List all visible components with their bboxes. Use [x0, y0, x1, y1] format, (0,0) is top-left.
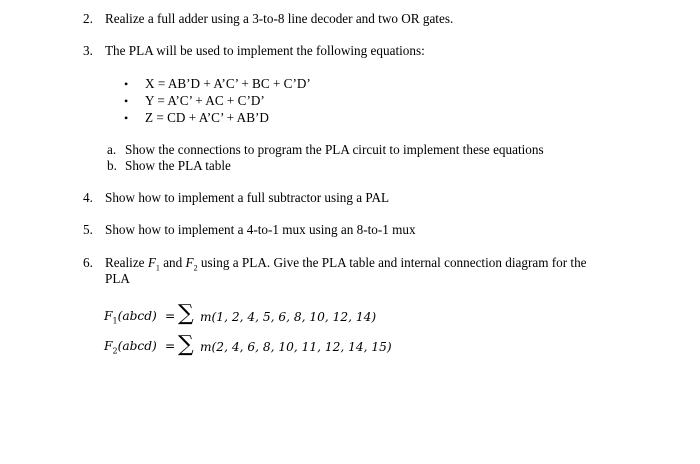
- function-f1: $F_1(abcd)$: [104, 309, 157, 326]
- subitem-text: Show the PLA table: [125, 158, 231, 173]
- bullet-icon: •: [124, 111, 129, 125]
- function-name: F: [104, 309, 113, 323]
- item-text: Realize a full adder using a 3-to-8 line decoder and two OR gates.: [105, 11, 454, 26]
- equals-sign: =: [165, 339, 176, 353]
- sigma-icon: ∑: [178, 301, 194, 326]
- item-text: Show how to implement a 4-to-1 mux using an 8-to-1 mux: [105, 222, 416, 237]
- minterm-list: m(1, 2, 4, 5, 6, 8, 10, 12, 14): [200, 310, 377, 324]
- subitem-text: Show the connections to program the PLA circuit to implement these equations: [125, 142, 544, 157]
- item-text: The PLA will be used to implement the following equations:: [105, 43, 425, 58]
- function-f2: $F_2(abcd)$: [104, 339, 157, 356]
- item-text: Show how to implement a full subtractor using a PAL: [105, 190, 390, 205]
- minterm-list: m(2, 4, 6, 8, 10, 11, 12, 14, 15): [200, 340, 392, 354]
- equation-y: Y = A’C’ + AC + C’D’: [145, 93, 265, 108]
- function-args: (abcd): [117, 339, 157, 353]
- function-name: F: [104, 339, 113, 353]
- item-number: 5.: [83, 222, 93, 237]
- subitem-label: a.: [107, 142, 117, 157]
- item-number: 6.: [83, 255, 93, 270]
- bullet-icon: •: [124, 94, 129, 108]
- sigma-icon: ∑: [178, 332, 194, 357]
- subitem-label: b.: [107, 158, 117, 173]
- equals-sign: =: [165, 309, 176, 323]
- equation-z: Z = CD + A’C’ + AB’D: [145, 110, 269, 125]
- item-number: 3.: [83, 43, 93, 58]
- equation-x: X = AB’D + A’C’ + BC + C’D’: [145, 76, 311, 91]
- item-number: 2.: [83, 11, 93, 26]
- function-args: (abcd): [117, 309, 157, 323]
- item-number: 4.: [83, 190, 93, 205]
- bullet-icon: •: [124, 77, 129, 91]
- item-text-line1: Realize $F_1$ and $F_2$ using a PLA. Give the PLA table and internal connection diagram for the: [105, 255, 587, 273]
- item-text-line2: PLA: [105, 271, 130, 286]
